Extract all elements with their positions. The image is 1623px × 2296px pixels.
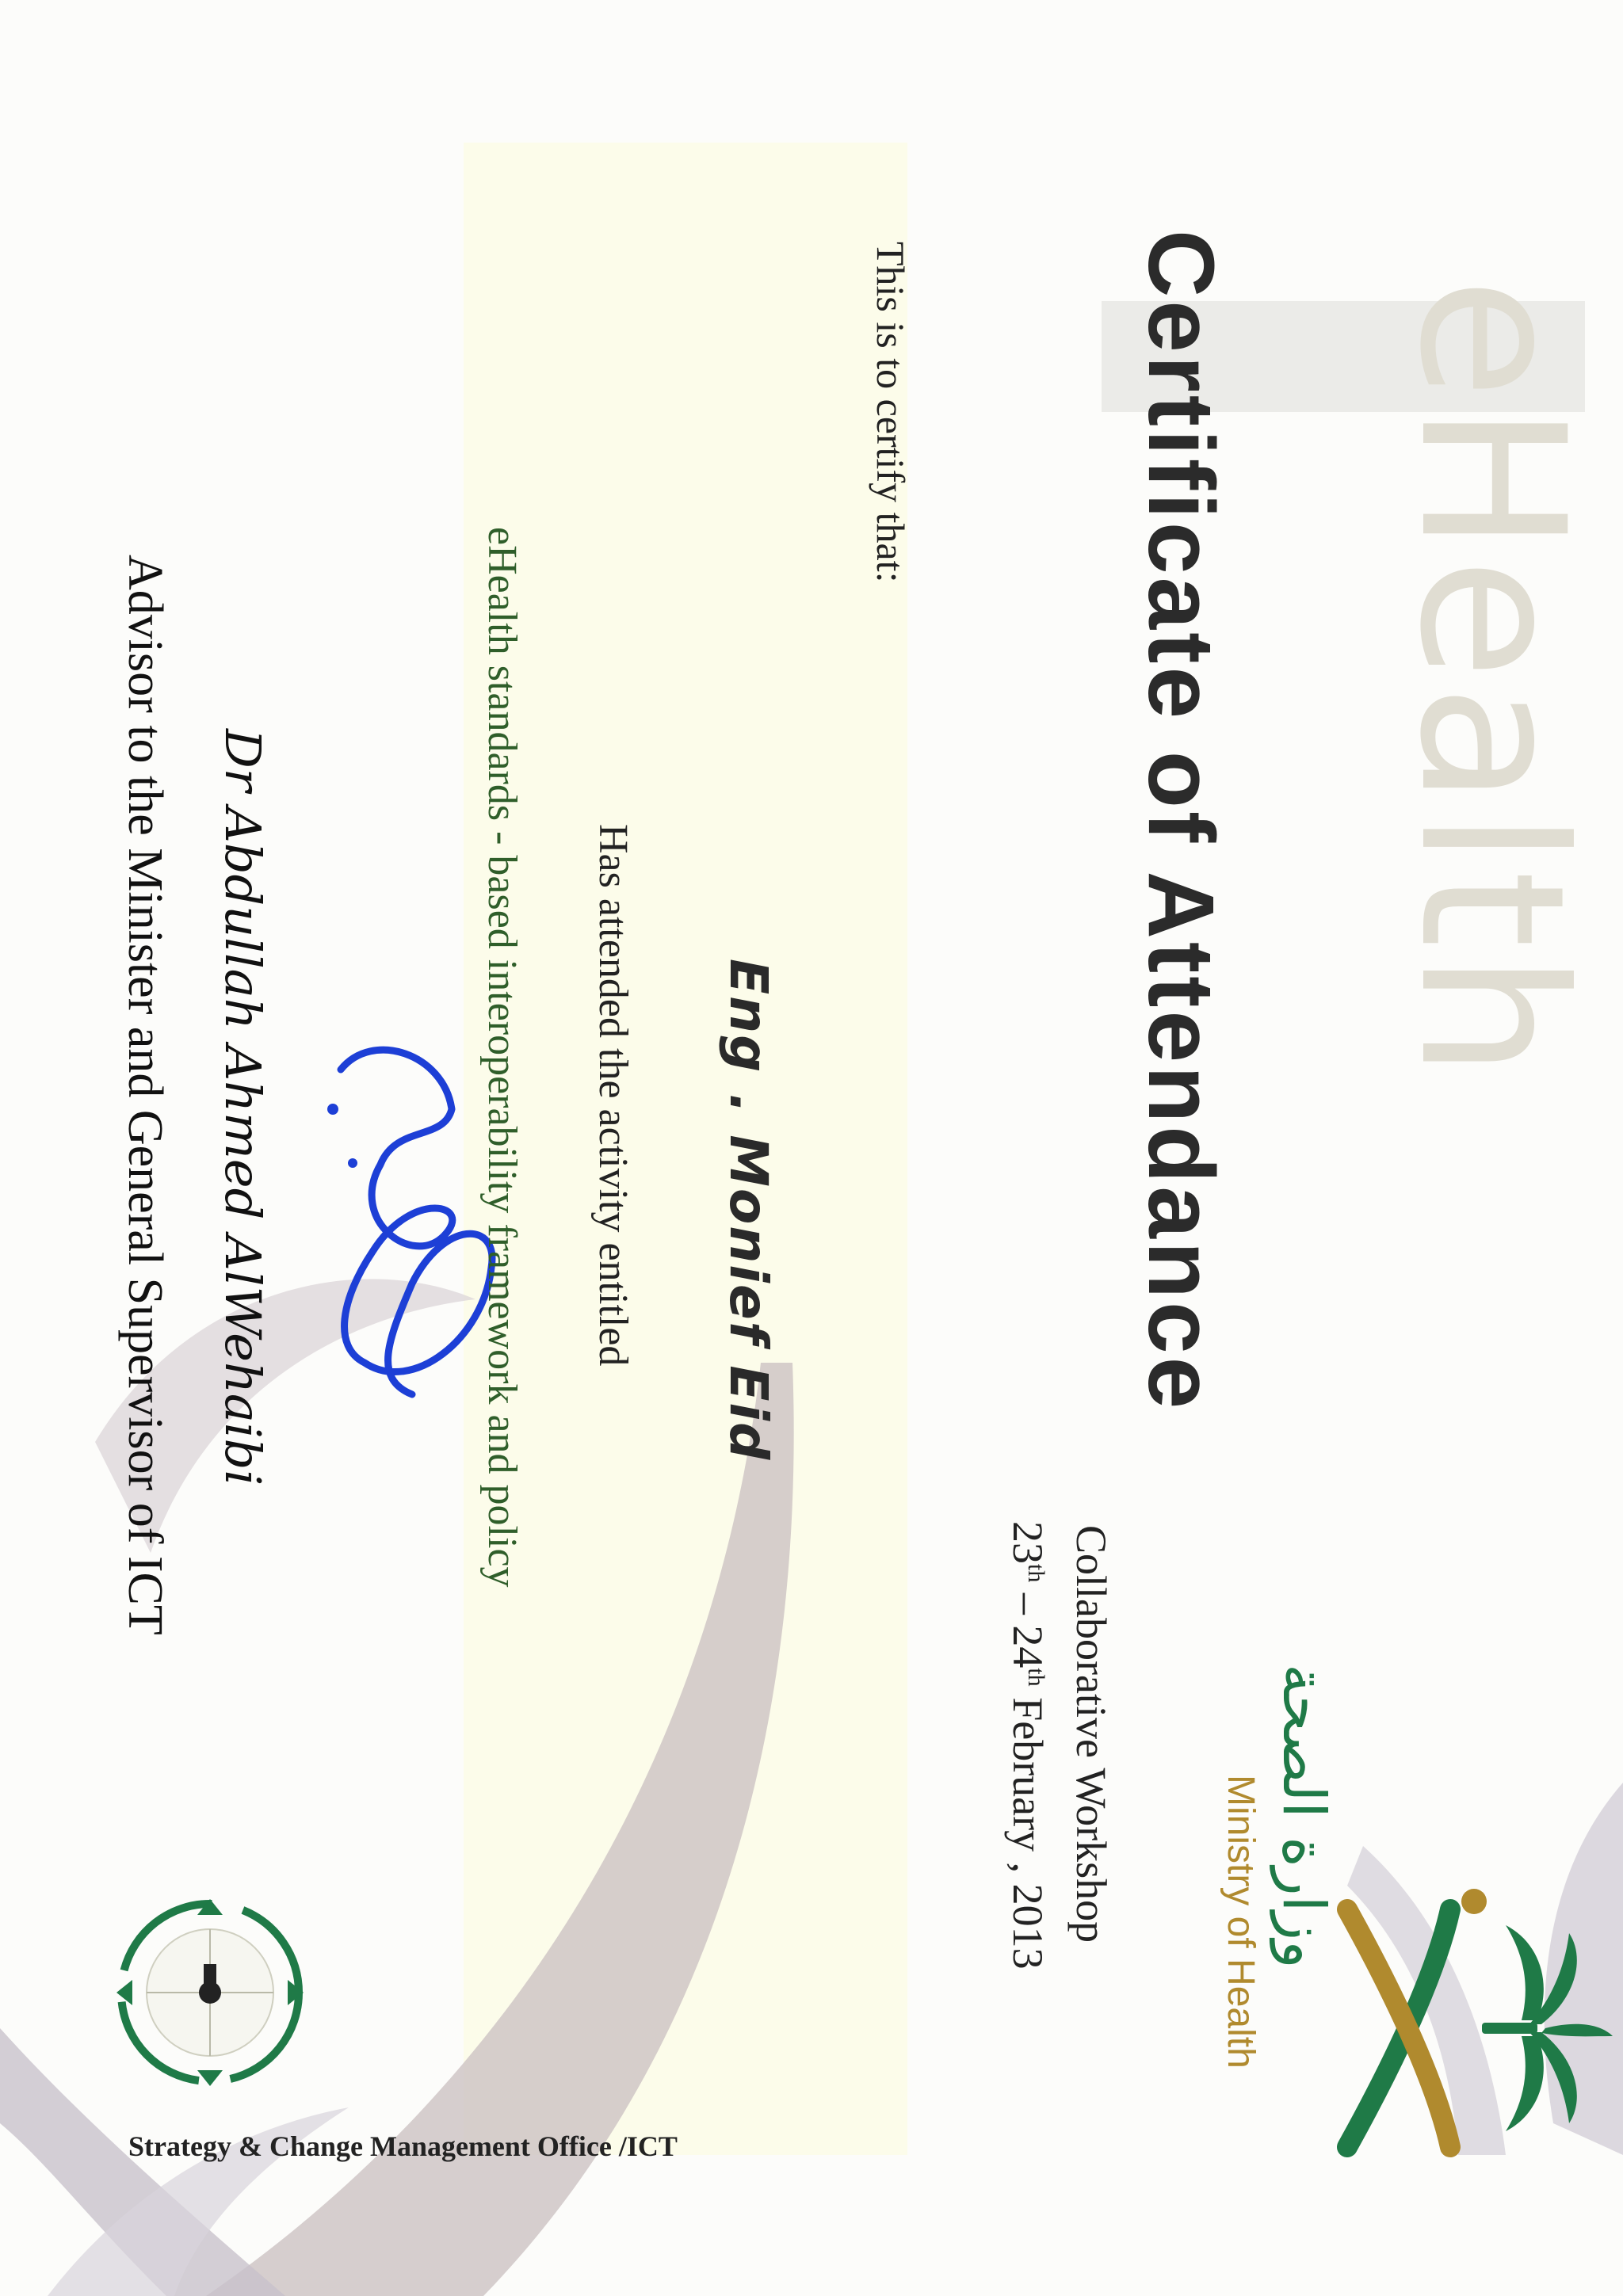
ministry-name-arabic: وزارة الصحة bbox=[1270, 1664, 1338, 1969]
date-rest: February , 2013 bbox=[1004, 1686, 1052, 1970]
attended-text: Has attended the activity entitled bbox=[590, 824, 636, 1367]
date-start-suffix: th bbox=[1023, 1564, 1049, 1583]
date-start-day: 23 bbox=[1004, 1521, 1052, 1564]
signer-title: Advisor to the Minister and General Supervisor of ICT bbox=[118, 555, 172, 1635]
ministry-name-english: Ministry of Health bbox=[1220, 1775, 1262, 2069]
date-separator: – bbox=[1004, 1582, 1052, 1626]
certify-text: This is to certify that: bbox=[869, 242, 913, 583]
date-end-day: 24 bbox=[1004, 1625, 1052, 1669]
activity-title: eHealth standards - based interoperability framework and policy bbox=[479, 527, 525, 1588]
workshop-title: Collaborative Workshop bbox=[1067, 1525, 1115, 1943]
recipient-name: Eng . Monief Eid bbox=[718, 959, 779, 1462]
watermark-text: eHealth bbox=[1377, 277, 1607, 1083]
date-end-suffix: th bbox=[1023, 1668, 1049, 1687]
workshop-date bbox=[1003, 1521, 1052, 1970]
office-footer-upright: Strategy & Change Management Office /ICT bbox=[128, 2130, 678, 2162]
signer-name: Dr Abdullah Ahmed AlWehaibi bbox=[214, 729, 272, 1486]
certificate-title: Certificate of Attendance bbox=[1128, 230, 1233, 1413]
